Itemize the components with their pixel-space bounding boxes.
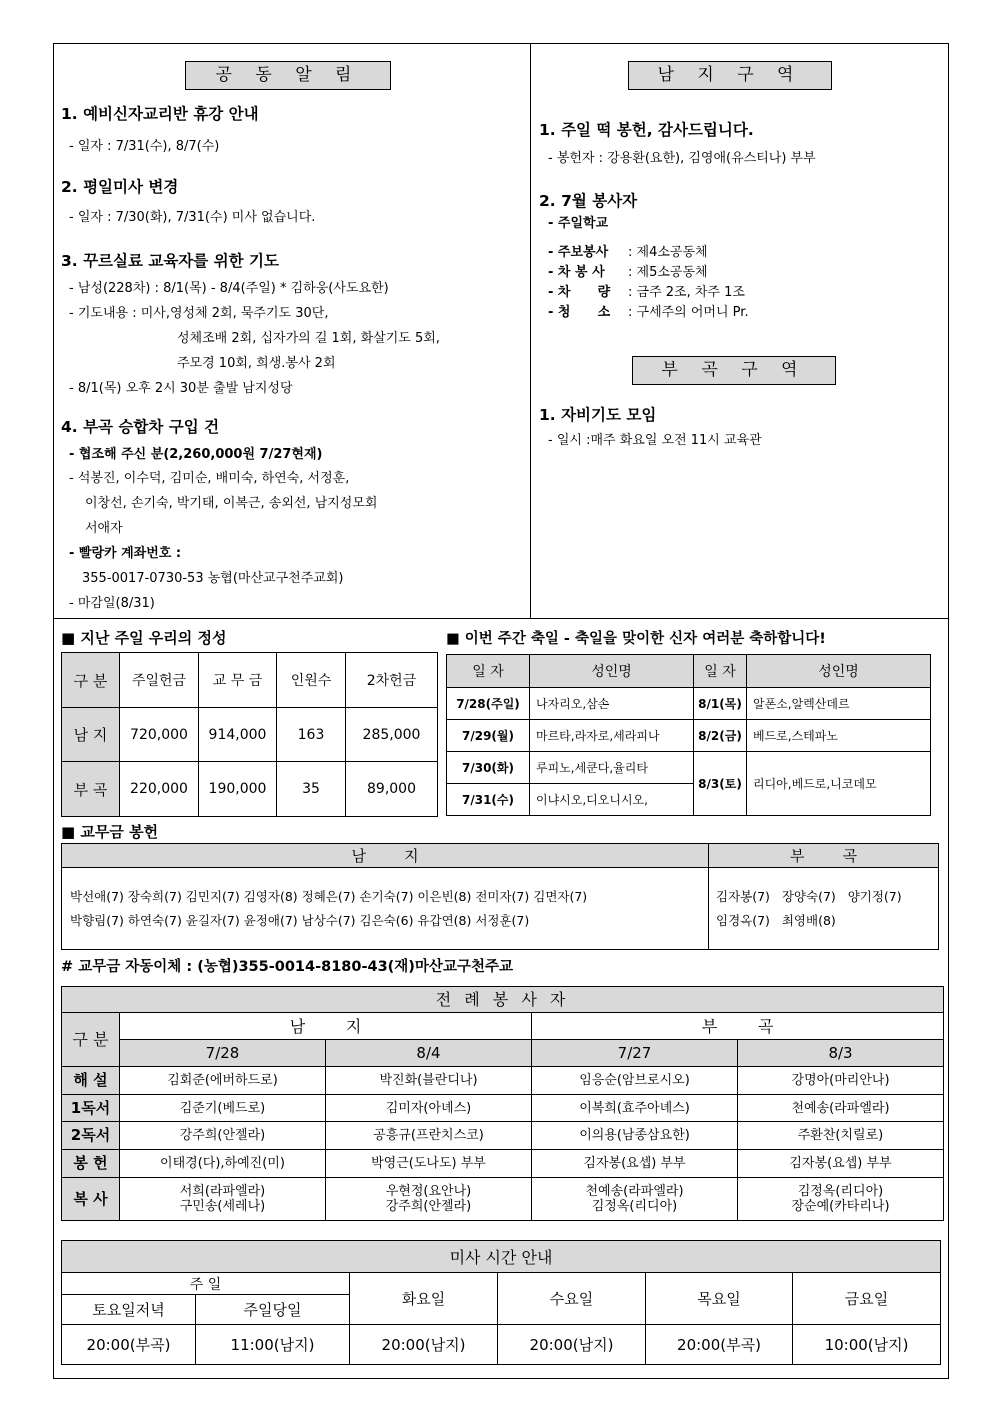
liturgy-cell: 주환찬(치릴로)	[738, 1122, 944, 1150]
feasts-title: ■ 이번 주간 축일 - 축일을 맞이한 신자 여러분 축하합니다!	[446, 631, 826, 647]
contributions-title: ■ 교무금 봉헌	[61, 823, 159, 841]
offerings-cell: 89,000	[346, 762, 438, 817]
altar-server: 서희(라파엘라)	[179, 1184, 266, 1199]
contrib-namji-line: 박향림(7) 하연숙(7) 윤길자(7) 윤정애(7) 남상수(7) 김은숙(6) 유갑연(8) 서정훈(7)	[70, 912, 530, 928]
role-label: - 차 량	[548, 285, 611, 300]
notice-line: - 8/1(목) 오후 2시 30분 출발 남지성당	[69, 381, 293, 396]
notice-line: 성체조배 2회, 십자가의 길 1회, 화살기도 5회,	[177, 331, 440, 346]
altar-server: 김정옥(리디아)	[797, 1184, 884, 1199]
notice-line: - 일자 : 7/31(수), 8/7(수)	[69, 139, 220, 154]
offerings-header: 주일헌금	[120, 653, 199, 708]
mass-time: 20:00(남지)	[498, 1325, 646, 1365]
liturgy-cell: 임응순(암브로시오)	[532, 1067, 738, 1095]
offerings-cell: 35	[277, 762, 346, 817]
feast-date: 7/28(주일)	[447, 688, 530, 720]
liturgy-cell: 이의용(남종삼요한)	[532, 1122, 738, 1150]
feasts-header: 일 자	[694, 655, 747, 688]
offerings-table	[61, 652, 438, 817]
namji-heading: 2. 7월 봉사자	[539, 192, 638, 210]
offerings-cell: 190,000	[199, 762, 277, 817]
mass-day: 주일당일	[196, 1295, 350, 1325]
liturgy-role: 2독서	[62, 1122, 120, 1150]
mass-day: 금요일	[793, 1273, 941, 1325]
feast-saints: 베드로,스테파노	[747, 720, 931, 752]
liturgy-group-namji: 남 지	[120, 1013, 532, 1040]
mass-time: 20:00(부곡)	[62, 1325, 196, 1365]
role-value: : 금주 2조, 차주 1조	[628, 285, 745, 300]
role-label: - 주보봉사	[548, 245, 609, 260]
role-label: - 청 소	[548, 305, 611, 320]
namji-section-title: 남 지 구 역	[628, 61, 832, 90]
common-notice-title: 공 동 알 림	[185, 61, 391, 90]
offerings-cell: 163	[277, 708, 346, 762]
mass-time: 11:00(남지)	[196, 1325, 350, 1365]
liturgy-title: 전 례 봉 사 자	[62, 987, 944, 1013]
bugok-section-title: 부 곡 구 역	[632, 356, 836, 385]
liturgy-cell: 이복희(효주아녜스)	[532, 1095, 738, 1122]
mass-day: 목요일	[646, 1273, 793, 1325]
role-value: : 구세주의 어머니 Pr.	[628, 305, 749, 320]
offerings-row-label: 부 곡	[62, 762, 120, 817]
liturgy-cell: 천예송(라파엘라)	[738, 1095, 944, 1122]
liturgy-cell: 김자봉(요셉) 부부	[738, 1150, 944, 1178]
notice-heading: 2. 평일미사 변경	[61, 178, 179, 196]
mass-time: 20:00(부곡)	[646, 1325, 793, 1365]
liturgy-cell: 김미자(아녜스)	[326, 1095, 532, 1122]
liturgy-role: 복 사	[62, 1178, 120, 1221]
notice-line: - 일자 : 7/30(화), 7/31(수) 미사 없습니다.	[69, 210, 316, 225]
offerings-title: ■ 지난 주일 우리의 정성	[61, 629, 227, 647]
liturgy-group-bugok: 부 곡	[532, 1013, 944, 1040]
offerings-header: 2차헌금	[346, 653, 438, 708]
altar-server: 우현정(요안나)	[385, 1184, 472, 1199]
notice-heading: 4. 부곡 승합차 구입 건	[61, 418, 220, 436]
feasts-header: 성인명	[747, 655, 931, 688]
altar-server: 천예송(라파엘라)	[585, 1184, 684, 1199]
altar-server: 강주희(안젤라)	[385, 1199, 472, 1214]
contrib-namji-line: 박선애(7) 장숙희(7) 김민지(7) 김영자(8) 정혜은(7) 손기숙(7) 이은빈(8) 전미자(7) 김면자(7)	[70, 888, 588, 904]
notice-line: 서애자	[85, 521, 123, 536]
contrib-header-bugok: 부 곡	[709, 844, 939, 868]
offerings-header: 인원수	[277, 653, 346, 708]
auto-transfer-note: # 교무금 자동이체 : (농협)355-0014-8180-43(재)마산교구천주교	[61, 959, 513, 975]
offerings-cell: 285,000	[346, 708, 438, 762]
namji-heading: 1. 주일 떡 봉헌, 감사드립니다.	[539, 121, 754, 139]
mass-sunday-group: 주 일	[62, 1273, 350, 1295]
feasts-header: 일 자	[447, 655, 530, 688]
liturgy-cell: 박진화(블란디나)	[326, 1067, 532, 1095]
offerings-cell: 720,000	[120, 708, 199, 762]
liturgy-date: 7/28	[120, 1040, 326, 1067]
feast-saints: 이냐시오,디오니시오,	[530, 784, 694, 816]
offerings-header: 구 분	[62, 653, 120, 708]
liturgy-cell: 강명아(마리안나)	[738, 1067, 944, 1095]
liturgy-cell: 이태경(다),하예진(미)	[120, 1150, 326, 1178]
mass-times-table	[61, 1240, 941, 1365]
section-divider	[54, 618, 948, 619]
namji-sub: - 주일학교	[548, 216, 609, 231]
contrib-header-namji: 남 지	[62, 844, 709, 868]
mass-time: 10:00(남지)	[793, 1325, 941, 1365]
offerings-cell: 914,000	[199, 708, 277, 762]
mass-time: 20:00(남지)	[350, 1325, 498, 1365]
liturgy-cell: 공흥규(프란치스코)	[326, 1122, 532, 1150]
notice-line: 주모경 10회, 희생.봉사 2회	[177, 356, 336, 371]
feast-saints: 루피노,세쿤다,율리타	[530, 752, 694, 784]
bugok-heading: 1. 자비기도 모임	[539, 406, 657, 424]
contributions-table	[61, 843, 939, 950]
feast-saints: 나자리오,삼손	[530, 688, 694, 720]
liturgy-table	[61, 986, 944, 1221]
feast-date: 7/31(수)	[447, 784, 530, 816]
altar-server: 장순예(카타리나)	[791, 1199, 890, 1214]
liturgy-cell: 강주희(안젤라)	[120, 1122, 326, 1150]
feast-date: 7/29(월)	[447, 720, 530, 752]
notice-heading: 1. 예비신자교리반 휴강 안내	[61, 105, 259, 123]
altar-server: 구민송(세레나)	[179, 1199, 266, 1214]
role-value: : 제4소공동체	[628, 245, 708, 260]
feast-date: 8/1(목)	[694, 688, 747, 720]
namji-line: - 봉헌자 : 강용환(요한), 김영애(유스티나) 부부	[548, 151, 816, 166]
notice-line: - 마감일(8/31)	[69, 596, 155, 611]
contrib-bugok-line: 김자봉(7) 장양숙(7) 양기정(7)	[716, 888, 902, 904]
liturgy-date: 8/3	[738, 1040, 944, 1067]
feast-saints: 알폰소,알렉산데르	[747, 688, 931, 720]
mass-title: 미사 시간 안내	[62, 1241, 941, 1273]
mass-day: 수요일	[498, 1273, 646, 1325]
mass-day: 화요일	[350, 1273, 498, 1325]
mass-day: 토요일저녁	[62, 1295, 196, 1325]
liturgy-cell: 김회준(에버하드로)	[120, 1067, 326, 1095]
feast-date: 7/30(화)	[447, 752, 530, 784]
notice-line: - 남성(228차) : 8/1(목) - 8/4(주일) * 김하웅(사도요한)	[69, 281, 389, 296]
liturgy-cell: 김자봉(요셉) 부부	[532, 1150, 738, 1178]
notice-line: - 협조해 주신 분(2,260,000원 7/27현재)	[69, 447, 323, 462]
liturgy-date: 7/27	[532, 1040, 738, 1067]
liturgy-role: 해 설	[62, 1067, 120, 1095]
feasts-table	[446, 654, 931, 816]
feast-date: 8/3(토)	[694, 752, 747, 816]
column-divider	[530, 44, 531, 618]
feast-saints: 리디아,베드로,니코데모	[747, 752, 931, 816]
role-value: : 제5소공동체	[628, 265, 708, 280]
altar-server: 김정옥(리디아)	[591, 1199, 678, 1214]
liturgy-cell: 김준기(베드로)	[120, 1095, 326, 1122]
liturgy-cell: 박영근(도나도) 부부	[326, 1150, 532, 1178]
bugok-line: - 일시 :매주 화요일 오전 11시 교육관	[548, 433, 762, 448]
contrib-bugok-line: 임경옥(7) 최영배(8)	[716, 912, 836, 928]
notice-line: 이창선, 손기숙, 박기태, 이복근, 송외선, 남지성모회	[85, 496, 378, 511]
offerings-cell: 220,000	[120, 762, 199, 817]
notice-line: - 기도내용 : 미사,영성체 2회, 묵주기도 30단,	[69, 306, 329, 321]
liturgy-date: 8/4	[326, 1040, 532, 1067]
feast-saints: 마르타,라자로,세라피나	[530, 720, 694, 752]
notice-line: - 빨랑카 계좌번호 :	[69, 546, 182, 561]
notice-heading: 3. 꾸르실료 교육자를 위한 기도	[61, 252, 279, 270]
offerings-header: 교 무 금	[199, 653, 277, 708]
liturgy-category: 구 분	[62, 1013, 120, 1067]
role-label: - 차 봉 사	[548, 265, 605, 280]
offerings-row-label: 남 지	[62, 708, 120, 762]
account-number: 355-0017-0730-53 농협(마산교구천주교회)	[82, 571, 344, 586]
liturgy-role: 1독서	[62, 1095, 120, 1122]
feast-date: 8/2(금)	[694, 720, 747, 752]
feasts-header: 성인명	[530, 655, 694, 688]
liturgy-role: 봉 헌	[62, 1150, 120, 1178]
notice-line: - 석봉진, 이수덕, 김미순, 배미숙, 하연숙, 서정훈,	[69, 471, 350, 486]
